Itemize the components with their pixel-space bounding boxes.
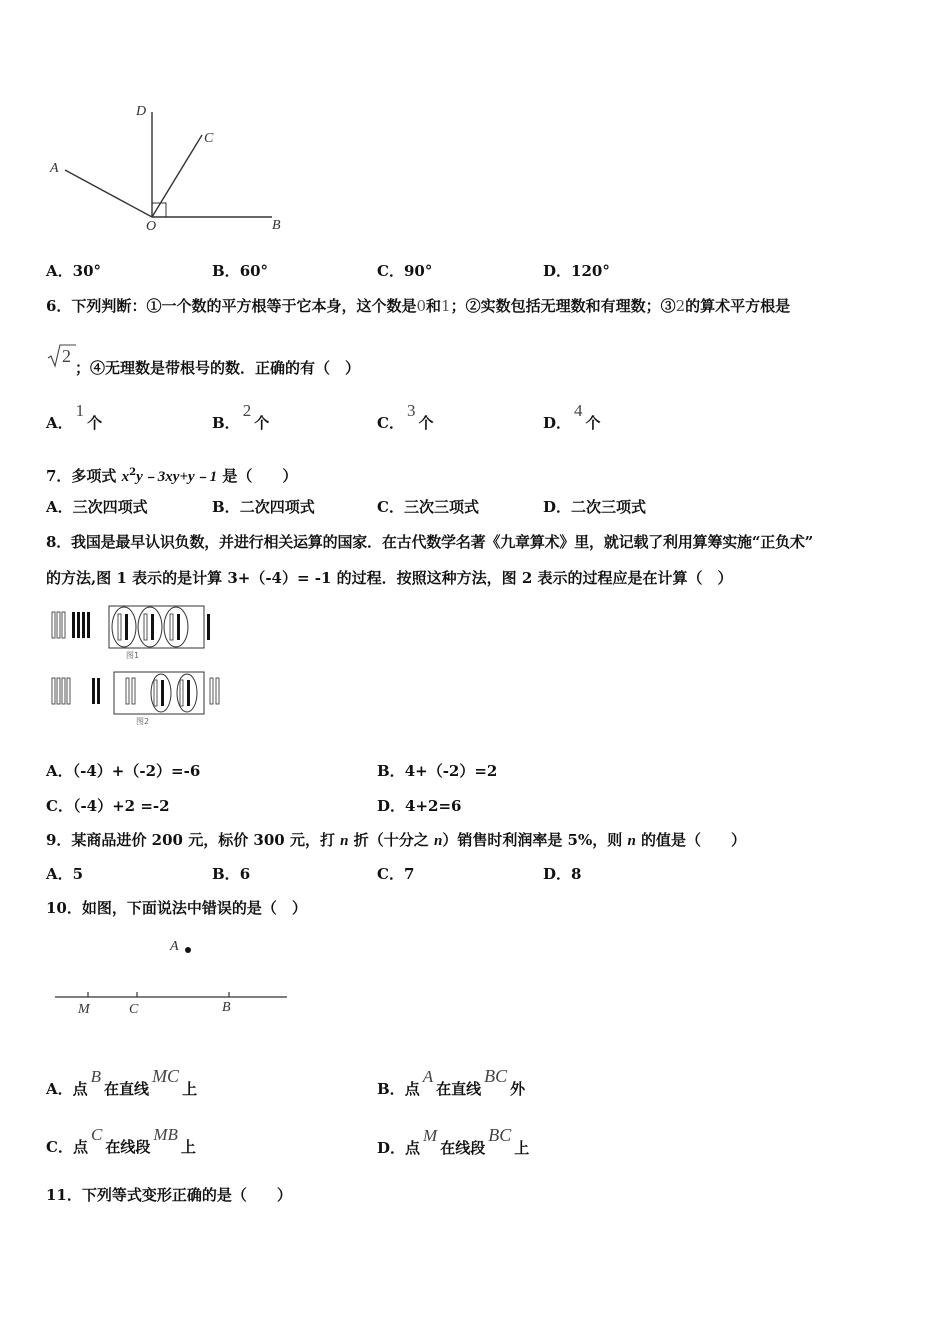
q5-option-c[interactable]: C．90° bbox=[377, 262, 433, 280]
q10-option-a[interactable]: A．点B在直线MC上 bbox=[46, 1066, 198, 1098]
q7-option-b[interactable]: B．二次四项式 bbox=[212, 498, 315, 516]
q5-option-d[interactable]: D．120° bbox=[543, 262, 610, 280]
label-O: O bbox=[146, 219, 157, 234]
q7-option-c[interactable]: C．三次三项式 bbox=[377, 498, 479, 516]
q5-option-a[interactable]: A．30° bbox=[46, 262, 102, 280]
label-C-point: C bbox=[129, 1002, 139, 1017]
label-A: A bbox=[50, 161, 59, 176]
q9-option-a[interactable]: A．5 bbox=[46, 865, 84, 883]
q5-option-b[interactable]: B．60° bbox=[212, 262, 269, 280]
counting-rods-figure bbox=[44, 600, 234, 735]
label-M: M bbox=[78, 1002, 90, 1017]
label-B-point: B bbox=[222, 1000, 231, 1015]
q8-stem-line1: 8．我国是最早认识负数，并进行相关运算的国家．在古代数学名著《九章算术》里，就记载了利用算筹实施“正负术” bbox=[46, 533, 814, 551]
q10-option-d[interactable]: D．点M在线段BC上 bbox=[377, 1125, 530, 1157]
q6-option-c[interactable]: C．3个 bbox=[377, 401, 434, 432]
label-B: B bbox=[272, 218, 281, 233]
line-points-figure bbox=[50, 930, 300, 1025]
fig2-caption: 图2 bbox=[136, 717, 150, 726]
q6-stem-line2: ；④无理数是带根号的数．正确的有（ ） bbox=[75, 359, 361, 377]
fig1-caption: 图1 bbox=[126, 651, 140, 660]
q9-option-d[interactable]: D．8 bbox=[543, 865, 582, 883]
q8-option-d[interactable]: D．4+2=6 bbox=[377, 797, 462, 815]
q10-stem: 10．如图，下面说法中错误的是（ ） bbox=[46, 899, 307, 917]
sqrt-two: 2 bbox=[47, 342, 77, 370]
q10-option-c[interactable]: C．点C在线段MB上 bbox=[46, 1125, 196, 1156]
q8-stem-line2: 的方法,图 1 表示的是计算 3+（-4）= -1 的过程．按照这种方法，图 2 表示的过程应是在计算（ ） bbox=[46, 569, 733, 587]
q7-option-d[interactable]: D．二次三项式 bbox=[543, 498, 647, 516]
q7-stem: 7．多项式 $x^2y﹣3xy+y﹣1$ 是（ ） bbox=[46, 467, 298, 485]
label-D: D bbox=[136, 104, 147, 119]
q8-option-b[interactable]: B．4+（-2）=2 bbox=[377, 762, 498, 780]
q7-option-a[interactable]: A．三次四项式 bbox=[46, 498, 148, 516]
q8-option-c[interactable]: C．（-4）+2 =-2 bbox=[46, 797, 170, 815]
angle-figure bbox=[40, 95, 300, 240]
q9-stem: 9．某商品进价 200 元，标价 300 元，打 n 折（十分之 n）销售时利润率是 5%，则 n 的值是（ ） bbox=[46, 831, 747, 849]
q9-option-c[interactable]: C．7 bbox=[377, 865, 415, 883]
q6-option-d[interactable]: D．4个 bbox=[543, 401, 601, 432]
q11-stem: 11．下列等式变形正确的是（ ） bbox=[46, 1186, 292, 1204]
q6-option-b[interactable]: B．2个 bbox=[212, 401, 270, 432]
q6-option-a[interactable]: A．1个 bbox=[46, 401, 103, 432]
q9-option-b[interactable]: B．6 bbox=[212, 865, 251, 883]
q6-stem-line1: 6．下列判断：①一个数的平方根等于它本身，这个数是0和1；②实数包括无理数和有理数；③2的算术平方根是 bbox=[46, 297, 791, 315]
label-C: C bbox=[204, 131, 214, 146]
q8-option-a[interactable]: A．（-4）+（-2）=-6 bbox=[46, 762, 201, 780]
label-A-point: A bbox=[170, 939, 179, 954]
q10-option-b[interactable]: B．点A在直线BC外 bbox=[377, 1066, 526, 1098]
